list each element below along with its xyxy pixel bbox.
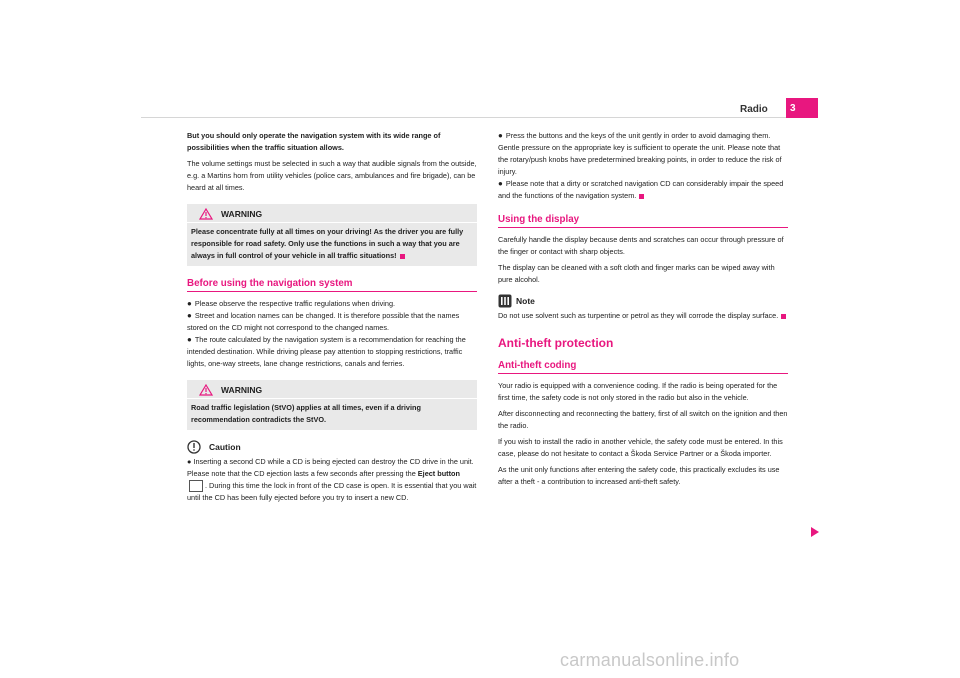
watermark: carmanualsonline.info (560, 650, 740, 670)
end-marker-icon (639, 194, 644, 199)
warning-box (187, 204, 477, 266)
warning-header (187, 204, 477, 223)
note-text: Do not use solvent such as turpentine or petrol as they will corrode the display surface. (498, 311, 779, 320)
coding-paragraph: Your radio is equipped with a convenience coding. If the radio is being operated for the first time, the safety code is not only stored in the radio but also in the vehicle. (498, 381, 778, 402)
warning-title: WARNING (221, 209, 263, 219)
display-paragraph: Carefully handle the display because dents and scratches can occur through pressure of the finger or contact with sharp objects. (498, 235, 784, 256)
caution-exclamation-icon (187, 440, 201, 454)
right-column (498, 130, 788, 492)
left-column (187, 130, 477, 508)
warning-triangle-icon (199, 208, 213, 220)
note-info-icon (498, 294, 512, 308)
page-title: Radio (740, 104, 768, 115)
note-header (498, 294, 788, 308)
coding-paragraph: After disconnecting and reconnecting the battery, first of all switch on the ignition and then the radio. (498, 409, 788, 430)
display-paragraph: The display can be cleaned with a soft cloth and finger marks can be wiped away with pure alcohol. (498, 263, 775, 284)
list-item: ● Please observe the respective traffic regulations when driving. (187, 299, 396, 308)
page-number: 3 (790, 103, 796, 114)
list-item: ● Press the buttons and the keys of the unit gently in order to avoid damaging them. Gentle pressure on the appropriate key is sufficient to operate the unit. Please note that the rotary/push knobs have predetermined breaking points, in order to reduce the risk of injury. (498, 131, 782, 176)
warning-title: WARNING (221, 385, 263, 395)
caution-title: Caution (209, 442, 241, 452)
bullet-icon: ● (187, 335, 192, 344)
caution-text: ● Inserting a second CD while a CD is being ejected can destroy the CD drive in the unit. Please note that the CD ejection lasts a few seconds after pressing the Eject button . During this time the lock in front of the CD case is open. It is essential that you wait until the CD has been fully ejected before you try to insert a new CD. (187, 457, 477, 503)
coding-paragraph: As the unit only functions after entering the safety code, this practically excludes its use after a theft - a contribution to increased anti-theft safety. (498, 465, 780, 486)
coding-paragraph: If you wish to install the radio in another vehicle, the safety code must be entered. In this case, please do not hesitate to contact a Škoda Service Partner or a Škoda importer. (498, 437, 783, 458)
eject-icon (189, 480, 203, 492)
list-item: ● Street and location names can be changed. It is therefore possible that the names stored on the CD might not correspond to the changed names. (187, 311, 460, 332)
next-page-arrow-icon[interactable] (810, 526, 820, 538)
warning-text: Road traffic legislation (StVO) applies at all times, even if a driving recommendation contradicts the StVO. (191, 403, 421, 424)
section-title-before-using: Before using the navigation system (187, 278, 477, 292)
header-rule (141, 117, 818, 118)
list-item: ● The route calculated by the navigation system is a recommendation for reaching the intended destination. While driving please pay attention to stopping restrictions, traffic lights, one-way streets, lane change restrictions, canals and ferries. (187, 335, 466, 368)
warning-header (187, 380, 477, 399)
bullet-icon: ● (187, 311, 192, 320)
bullet-icon: ● (187, 299, 192, 308)
warning-box (187, 380, 477, 430)
intro-text: The volume settings must be selected in such a way that audible signals from the outside, e.g. a Martins horn from utility vehicles (police cars, ambulances and fire brigade), can be heard at all times. (187, 159, 477, 192)
list-item: ● Please note that a dirty or scratched navigation CD can considerably impair the speed and the functions of the navigation system. (498, 179, 784, 200)
end-marker-icon (781, 314, 786, 319)
end-marker-icon (400, 254, 405, 259)
chapter-title-anti-theft: Anti-theft protection (498, 336, 614, 350)
bullet-icon: ● (498, 179, 503, 188)
warning-triangle-icon (199, 384, 213, 396)
intro-bold: But you should only operate the navigation system with its wide range of possibilities when the traffic situation allows. (187, 131, 441, 152)
warning-text: Please concentrate fully at all times on your driving! As the driver you are fully responsible for road safety. Only use the functions in such a way that you are always in full control of your vehicle in all traffic situations! (191, 227, 464, 260)
note-title: Note (516, 296, 535, 306)
bullet-icon: ● (498, 131, 503, 140)
section-title-anti-theft-coding: Anti-theft coding (498, 360, 788, 374)
eject-button-label: Eject button (417, 469, 460, 478)
caution-header (187, 440, 477, 454)
bullet-icon: ● (187, 457, 194, 466)
section-title-using-display: Using the display (498, 214, 788, 228)
